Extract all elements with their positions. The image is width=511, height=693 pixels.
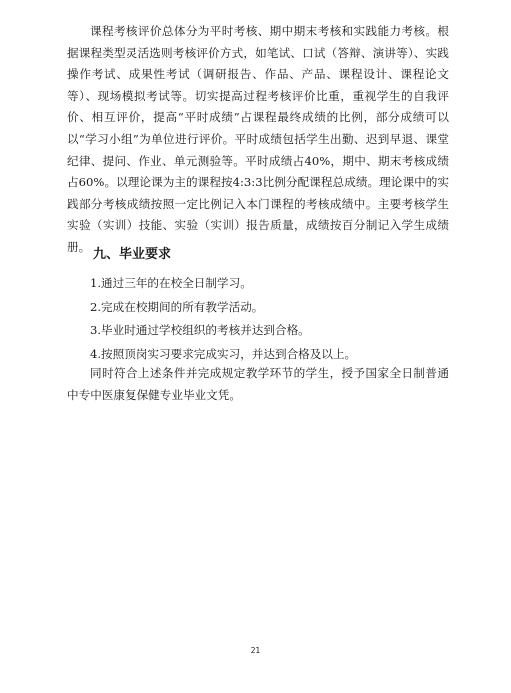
page-number: 21 [250, 646, 261, 655]
requirement-item-4: 4.按照顶岗实习要求完成实习，并达到合格及以上。 [90, 346, 357, 361]
assessment-paragraph: 课程考核评价总体分为平时考核、期中期末考核和实践能力考核。根据课程类型灵活选则考核评价方式，如笔试、口试（答辩、演讲等）、实践操作考试、成果性考试（调研报告、作品、产品、课程设计、课程论文等）、现场模拟考试等。切实提高过程考核评价比重，重视学生的自我评价、相互评价，提高“平时成绩”占课程最终成绩的比例，部分成绩可以以“学习小组”为单位进行评价。平时成绩包括学生出勤、迟到早退、课堂纪律、提问、作业、单元测验等。平时成绩占40%，期中、期末考核成绩占60%。以理论课为主的课程按4:3:3比例分配课程总成绩。理论课中的实践部分考核成绩按照一定比例记入本门课程的考核成绩中。主要考核学生实验（实训）技能、实验（实训）报告质量，成绩按百分制记入学生成绩册。 [67, 24, 449, 254]
requirement-item-1: 1.通过三年的在校全日制学习。 [90, 276, 252, 290]
section-heading-graduation-requirements: 九、毕业要求 [93, 247, 172, 262]
requirements-list [90, 273, 450, 367]
closing-paragraph: 同时符合上述条件并完成规定教学环节的学生，授予国家全日制普通中专中医康复保健专业毕业文凭。 [67, 366, 449, 402]
requirement-item-2: 2.完成在校期间的所有教学活动。 [90, 299, 264, 314]
requirement-item-3: 3.毕业时通过学校组织的考核并达到合格。 [90, 323, 310, 337]
